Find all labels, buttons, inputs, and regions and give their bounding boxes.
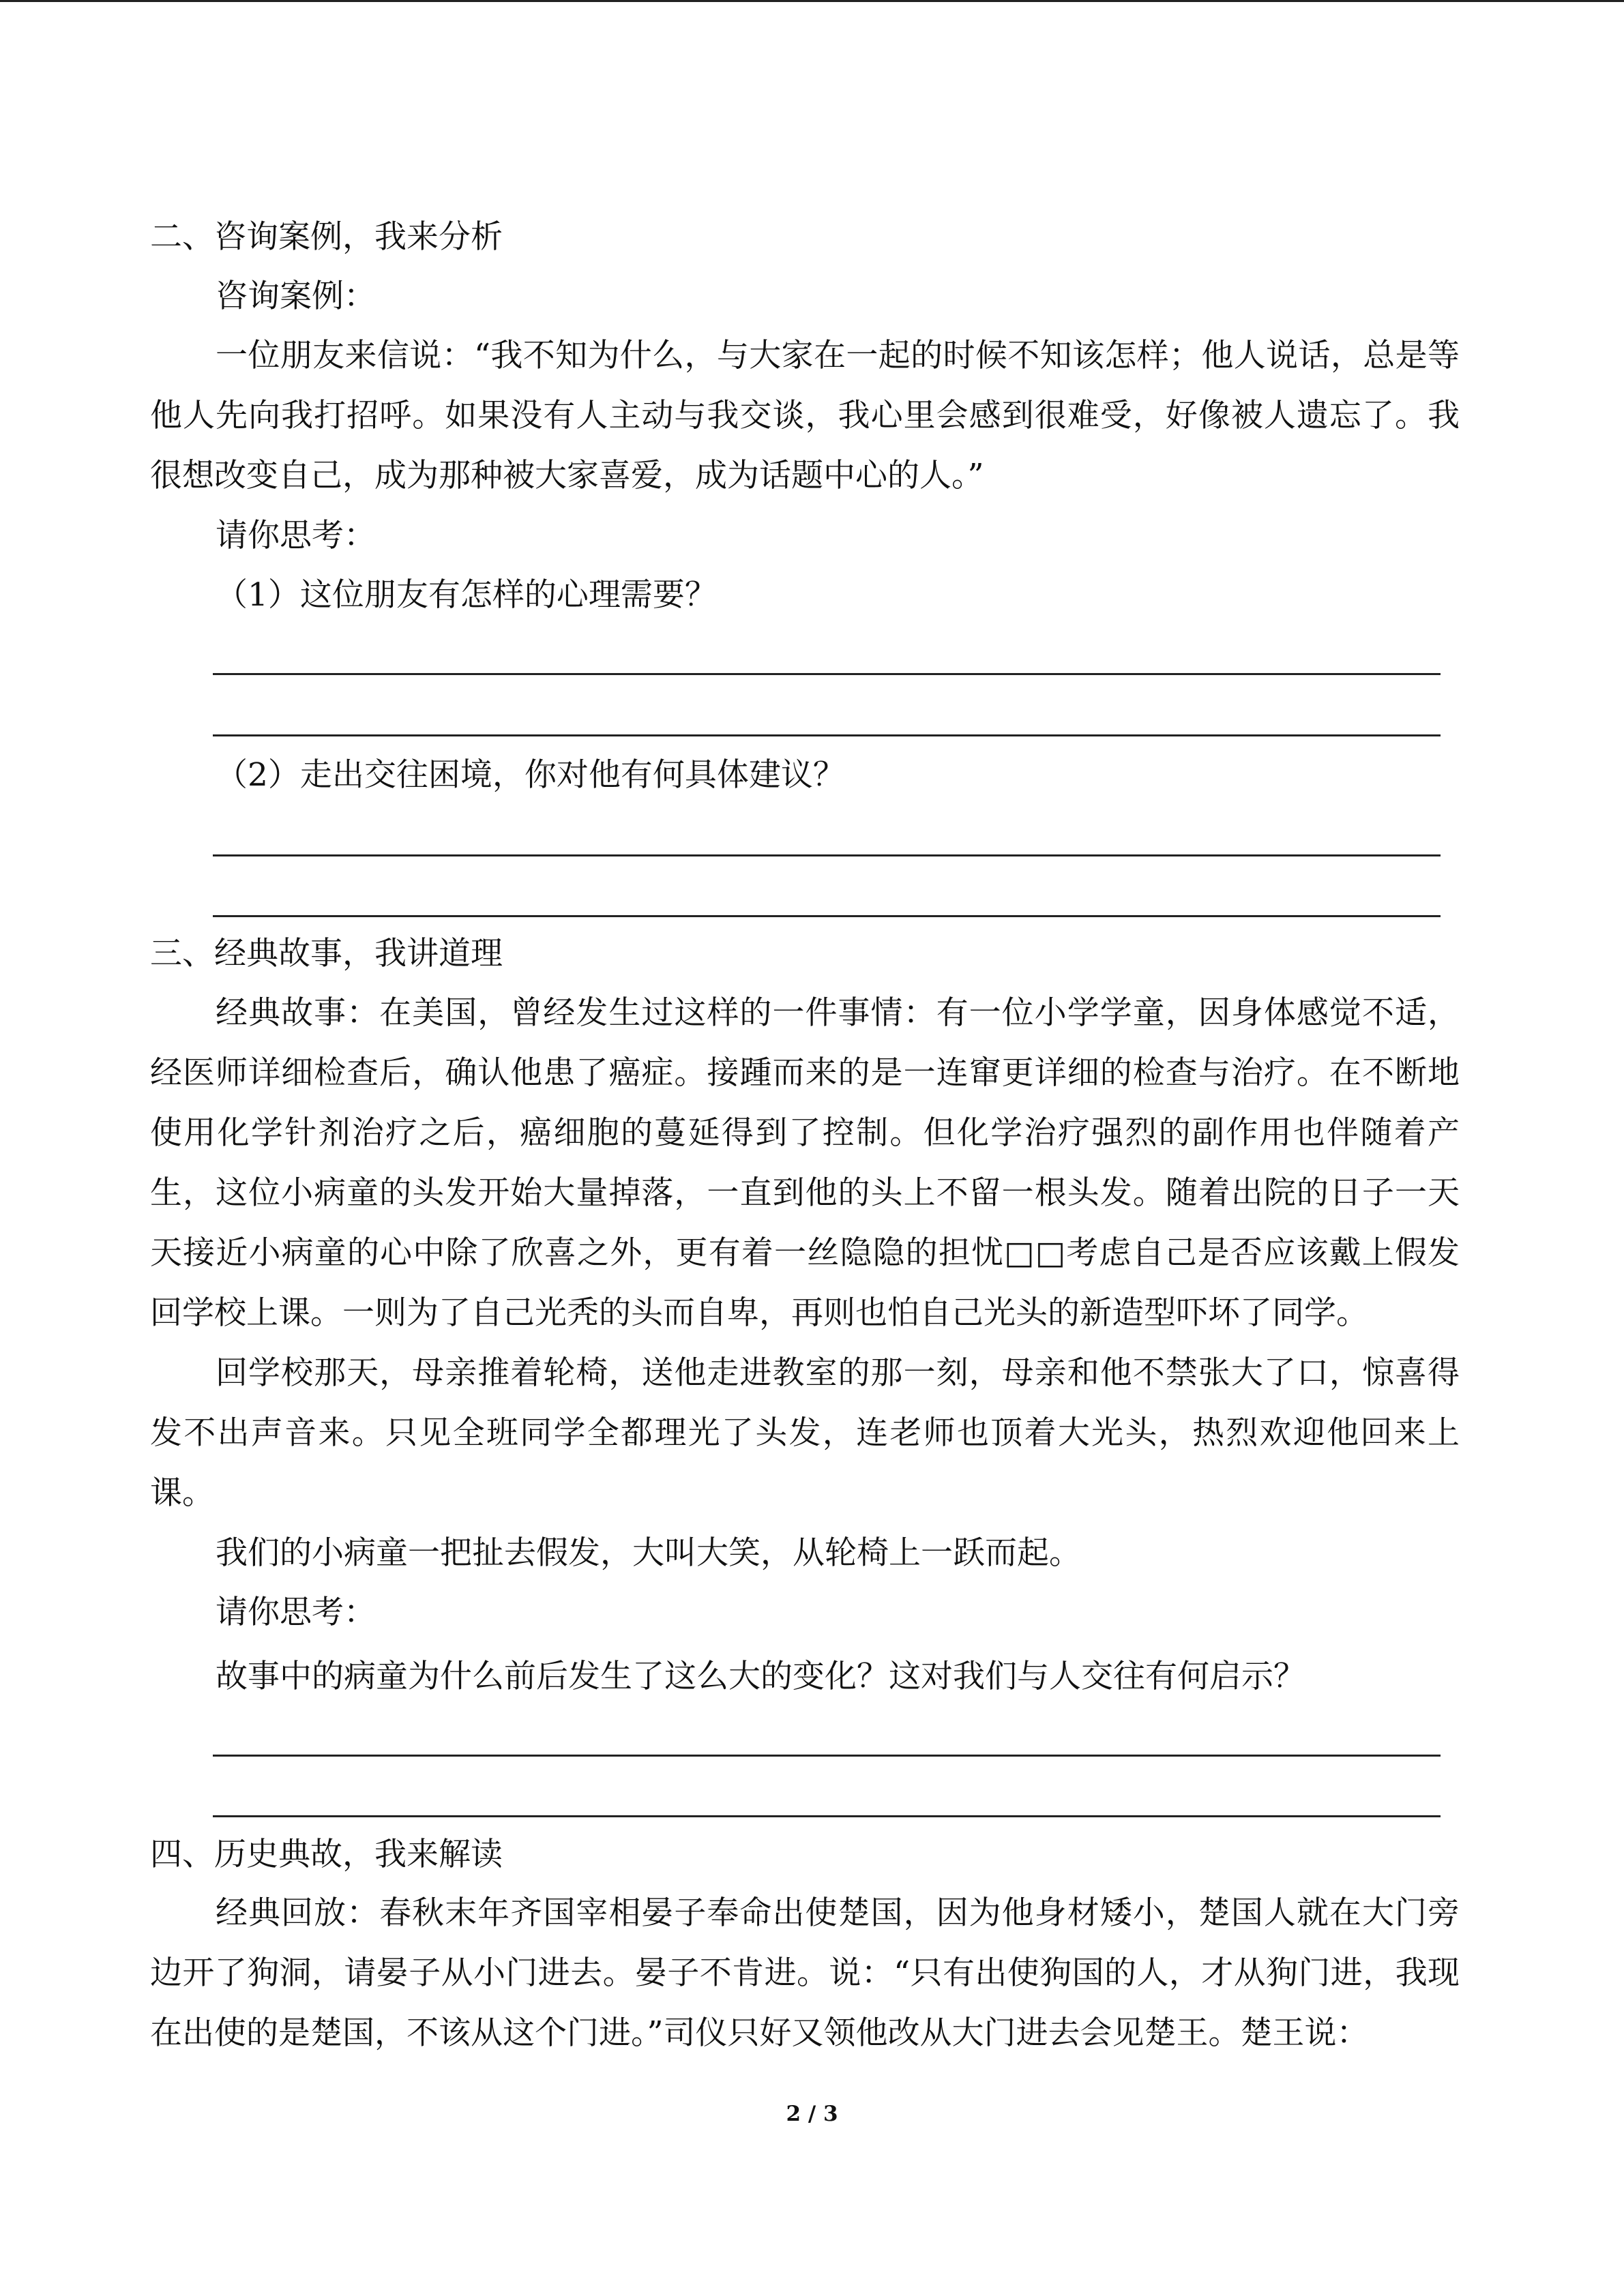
answer-line[interactable]	[213, 1815, 1441, 1817]
section2-title: 二、咨询案例，我来分析	[150, 218, 503, 256]
page-number: 2 / 3	[786, 2102, 838, 2126]
story-paragraph: 经典故事：在美国，曾经发生过这样的一件事情：有一位小学学童，因身体感觉不适，经医师详细检查后，确认他患了癌症。接踵而来的是一连窜更详细的检查与治疗。在不断地使用化学针剂治疗之后，癌细胞的蔓延得到了控制。但化学治疗强烈的副作用也伴随着产生，这位小病童的头发开始大量掉落，一直到他的头上不留一根头发。随着出院的日子一天天接近小病童的心中除了欣喜之外，更有着一丝隐隐的担忧□□考虑自己是否应该戴上假发回学校上课。一则为了自己光秃的头而自卑，再则也怕自己光头的新造型吓坏了同学。	[150, 994, 1460, 1332]
think-label: 请你思考：	[216, 1594, 376, 1631]
page-top-border	[0, 0, 1624, 2]
story-paragraph: 我们的小病童一把扯去假发，大叫大笑，从轮椅上一跃而起。	[216, 1534, 1081, 1572]
answer-line[interactable]	[213, 1755, 1441, 1757]
answer-line[interactable]	[213, 854, 1441, 856]
story-question: 故事中的病童为什么前后发生了这么大的变化？这对我们与人交往有何启示？	[216, 1658, 1305, 1695]
answer-line[interactable]	[213, 673, 1441, 675]
story-paragraph: 回学校那天，母亲推着轮椅，送他走进教室的那一刻，母亲和他不禁张大了口，惊喜得发不出声音来。只见全班同学全都理光了头发，连老师也顶着大光头，热烈欢迎他回来上课。	[150, 1354, 1460, 1512]
answer-line[interactable]	[213, 915, 1441, 917]
think-label: 请你思考：	[216, 517, 376, 554]
question-2: （2）走出交往困境，你对他有何具体建议？	[216, 756, 845, 794]
question-1: （1）这位朋友有怎样的心理需要？	[216, 576, 717, 614]
answer-line[interactable]	[213, 734, 1441, 736]
section4-title: 四、历史典故，我来解读	[150, 1836, 503, 1873]
case-text: 一位朋友来信说：“我不知为什么，与大家在一起的时候不知该怎样；他人说话，总是等他人先向我打招呼。如果没有人主动与我交谈，我心里会感到很难受，好像被人遗忘了。我很想改变自己，成为那种被大家喜爱，成为话题中心的人。”	[150, 337, 1460, 494]
section3-title: 三、经典故事，我讲道理	[150, 935, 503, 972]
history-story: 经典回放：春秋末年齐国宰相晏子奉命出使楚国，因为他身材矮小，楚国人就在大门旁边开了狗洞，请晏子从小门进去。晏子不肯进。说：“只有出使狗国的人，才从狗门进，我现在出使的是楚国，不该从这个门进。”司仪只好又领他改从大门进去会见楚王。楚王说：	[150, 1894, 1460, 2052]
case-label: 咨询案例：	[216, 278, 376, 315]
